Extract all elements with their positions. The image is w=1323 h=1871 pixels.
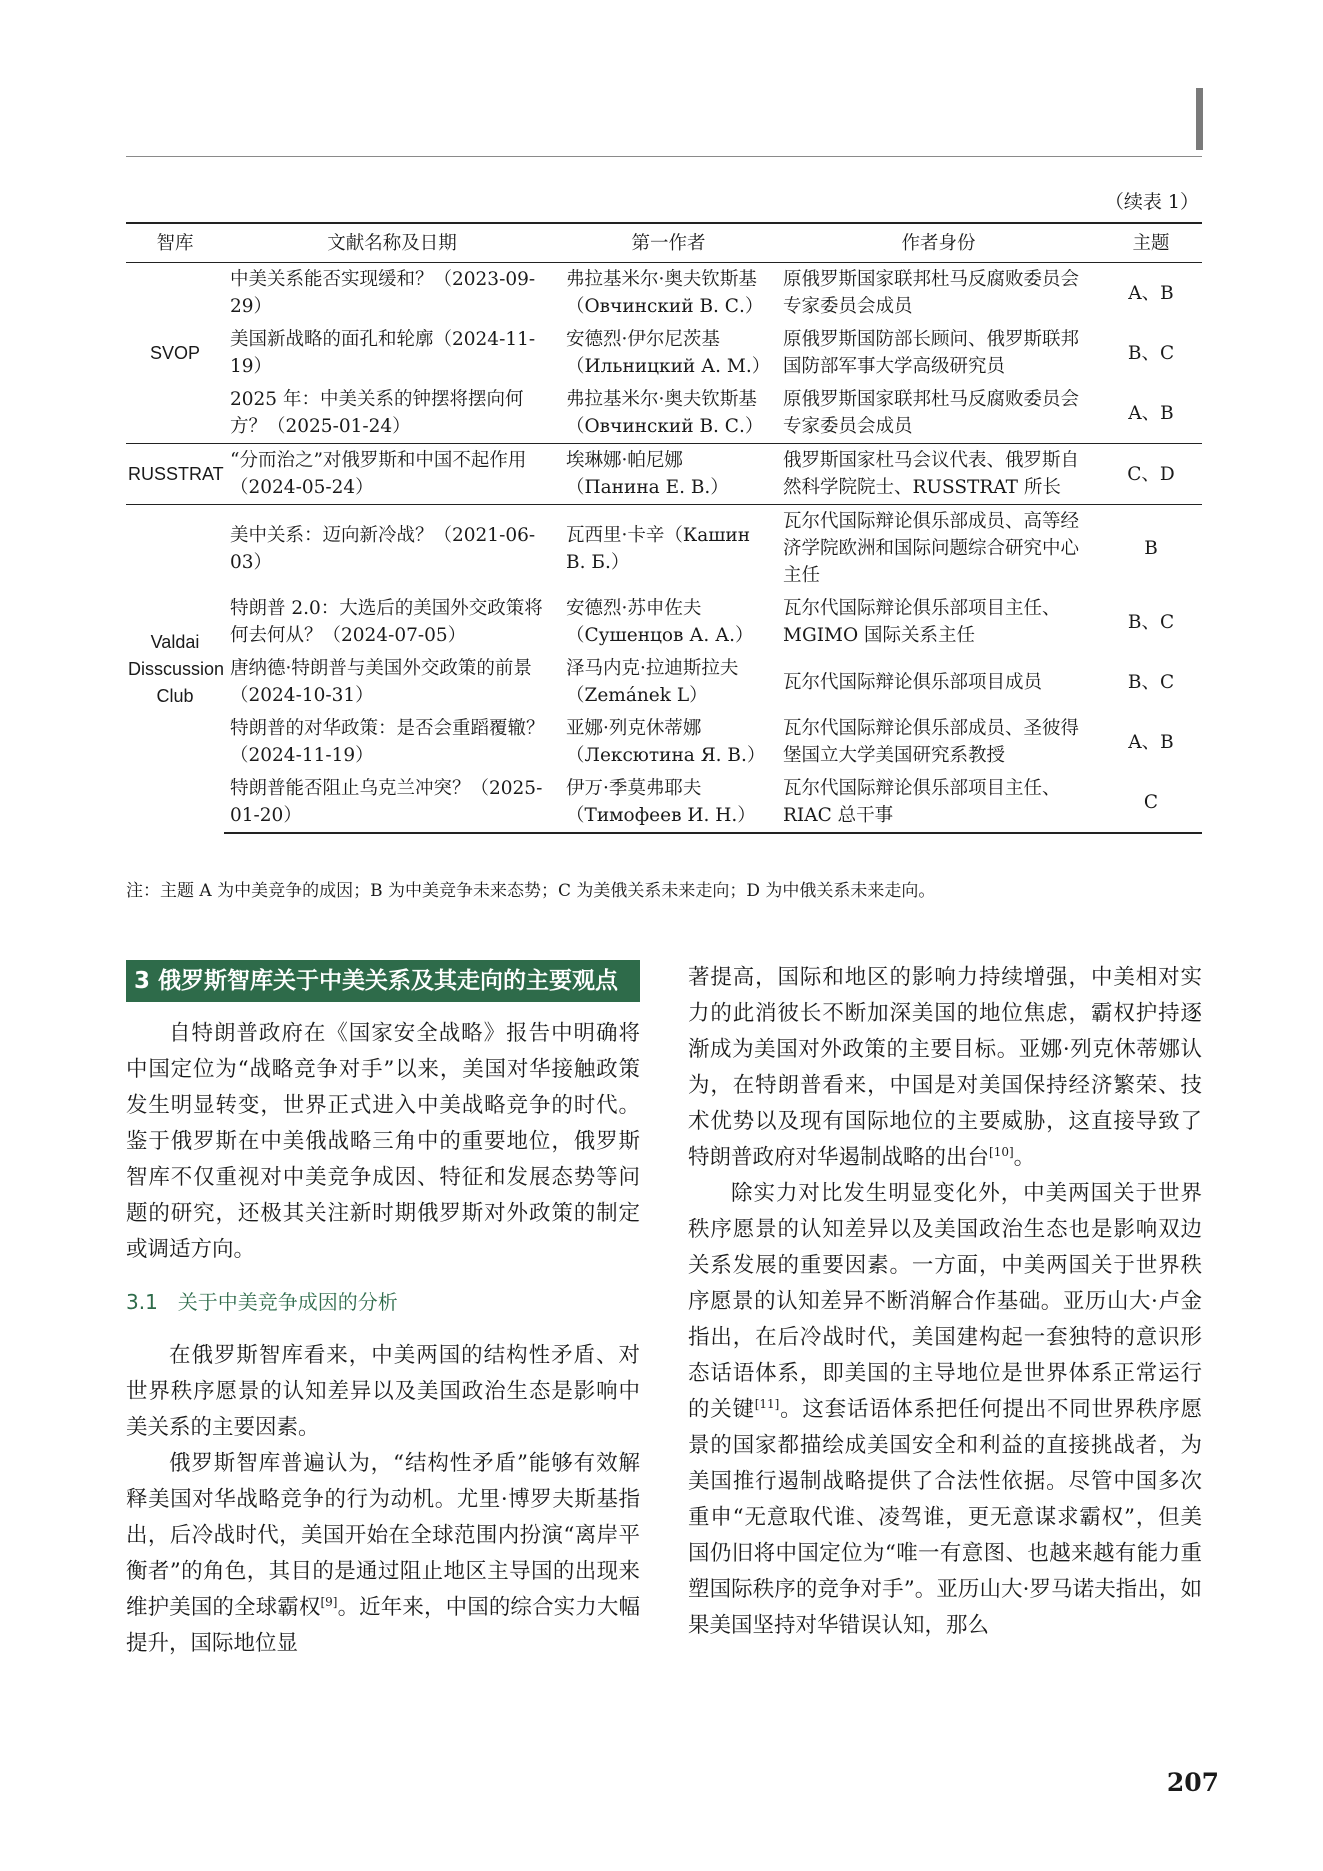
tank-cell: SVOP [149,342,201,363]
paragraph [688,960,1202,1176]
topic-cell: C、D [1100,444,1202,505]
title-cell: 美国新战略的面孔和轮廓（2024-11-19） [230,329,536,377]
intro-paragraph: 自特朗普政府在《国家安全战略》报告中明确将中国定位为“战略竞争对手”以来，美国对华接触政策发生明显转变，世界正式进入中美战略竞争的时代。鉴于俄罗斯在中美俄战略三角中的重要地位，俄罗斯智库不仅重视对中美竞争成因、特征和发展态势等问题的研究，还极其关注新时期俄罗斯对外政策的制定或调适方向。 [126,1021,640,1262]
paragraph-text: 。这套话语体系把任何提出不同世界秩序愿景的国家都描绘成美国安全和利益的直接挑战者，为美国推行遏制战略提供了合法性依据。尽管中国多次重申“无意取代谁、凌驾谁，更无意谋求霸权”，但美国仍旧将中国定位为“唯一有意图、也越来越有能力重塑国际秩序的竞争对手”。亚历山大·罗马诺夫指出，如果美国坚持对华错误认知，那么 [688,1397,1202,1638]
subsection-heading: 3.1 关于中美竞争成因的分析 [126,1290,398,1314]
think-tank-table [126,222,1202,834]
table-row [126,505,1202,593]
header-topic: 主题 [1100,223,1202,263]
header-rule [126,156,1202,157]
author-cell: 弗拉基米尔·奥夫钦斯基（Овчинский В. С.） [566,389,764,437]
table-row [126,772,1202,833]
table-row [126,383,1202,444]
paragraph [688,1176,1202,1644]
right-column [688,960,1202,1644]
section-heading: 3 俄罗斯智库关于中美关系及其走向的主要观点 [126,960,640,1002]
header-accent-bar [1196,88,1203,150]
title-cell: 中美关系能否实现缓和？（2023-09-29） [230,269,536,317]
topic-cell: A、B [1128,402,1174,424]
table-row [126,652,1202,712]
paragraph-text: 俄罗斯智库普遍认为，“结构性矛盾”能够有效解释美国对华战略竞争的行为动机。尤里·博罗夫斯基指出，后冷战时代，美国开始在全球范围内扮演“离岸平衡者”的角色，其目的是通过阻止地区主导国的出现来维护美国的全球霸权 [126,1451,640,1620]
title-cell: 2025 年：中美关系的钟摆将摆向何方？（2025-01-24） [230,389,524,437]
title-cell: 特朗普能否阻止乌克兰冲突？（2025-01-20） [224,772,560,833]
table-continued-label: （续表 1） [1104,191,1199,213]
title-cell: 唐纳德·特朗普与美国外交政策的前景（2024-10-31） [230,658,532,706]
identity-cell: 瓦尔代国际辩论俱乐部项目成员 [783,671,1043,693]
topic-cell: B、C [1127,342,1175,364]
author-cell: 伊万·季莫弗耶夫（Тимофеев И. Н.） [560,772,777,833]
table-note: 注：主题 A 为中美竞争的成因；B 为中美竞争未来态势；C 为美俄关系未来走向；D 为中俄关系未来走向。 [126,881,936,901]
topic-cell: A、B [1128,282,1174,304]
identity-cell: 原俄罗斯国防部长顾问、俄罗斯联邦国防部军事大学高级研究员 [783,329,1080,377]
header-author: 第一作者 [560,223,777,263]
header-tank: 智库 [126,223,224,263]
tank-cell: RUSSTRAT [126,444,224,505]
author-cell: 亚娜·列克休蒂娜（Лексютина Я. В.） [566,718,766,766]
topic-cell: C [1100,772,1202,833]
identity-cell: 瓦尔代国际辩论俱乐部项目主任、MGIMO 国际关系主任 [783,598,1061,646]
table-row [126,444,1202,505]
topic-cell: B、C [1127,671,1175,693]
identity-cell: 俄罗斯国家杜马会议代表、俄罗斯自然科学院院士、RUSSTRAT 所长 [777,444,1100,505]
author-cell: 弗拉基米尔·奥夫钦斯基（Овчинский В. С.） [566,269,764,317]
header-identity: 作者身份 [777,223,1100,263]
tank-cell: Valdai Disscussion Club [126,505,224,834]
topic-cell: B [1100,505,1202,593]
citation: [11] [754,1396,780,1411]
paragraph [126,1446,640,1662]
title-cell: 特朗普 2.0：大选后的美国外交政策将何去何从？（2024-07-05） [230,598,543,646]
author-cell: 安德烈·伊尔尼茨基（Ильницкий А. М.） [566,329,771,377]
paragraph-text: 除实力对比发生明显变化外，中美两国关于世界秩序愿景的认知差异以及美国政治生态也是影响双边关系发展的重要因素。一方面，中美两国关于世界秩序愿景的认知差异不断消解合作基础。亚历山大·卢金指出，在后冷战时代，美国建构起一套独特的意识形态话语体系，即美国的主导地位是世界体系正常运行的关键 [688,1181,1202,1422]
table-header-row [126,223,1202,263]
citation: [9] [320,1594,338,1609]
title-cell: 美中关系：迈向新冷战？（2021-06-03） [224,505,560,593]
identity-cell: 瓦尔代国际辩论俱乐部成员、高等经济学院欧洲和国际问题综合研究中心主任 [777,505,1100,593]
header-title: 文献名称及日期 [224,223,560,263]
identity-cell: 原俄罗斯国家联邦杜马反腐败委员会专家委员会成员 [783,389,1080,437]
citation: [10] [989,1144,1014,1159]
identity-cell: 瓦尔代国际辩论俱乐部项目主任、RIAC 总干事 [777,772,1100,833]
identity-cell: 原俄罗斯国家联邦杜马反腐败委员会专家委员会成员 [783,269,1080,317]
paragraph-text: 。 [1013,1145,1036,1170]
table-row [126,323,1202,383]
title-cell: “分而治之”对俄罗斯和中国不起作用（2024-05-24） [224,444,560,505]
table-row [126,592,1202,652]
table-row [126,263,1202,324]
identity-cell: 瓦尔代国际辩论俱乐部成员、圣彼得堡国立大学美国研究系教授 [783,718,1080,766]
topic-cell: B、C [1127,611,1175,633]
paragraph-text: 著提高，国际和地区的影响力持续增强，中美相对实力的此消彼长不断加深美国的地位焦虑，霸权护持逐渐成为美国对外政策的主要目标。亚娜·列克休蒂娜认为，在特朗普看来，中国是对美国保持经济繁荣、技术优势以及现有国际地位的主要威胁，这直接导致了特朗普政府对华遏制战略的出台 [688,965,1202,1170]
author-cell: 泽马内克·拉迪斯拉夫（Zemánek L） [566,658,739,706]
paragraph: 在俄罗斯智库看来，中美两国的结构性矛盾、对世界秩序愿景的认知差异以及美国政治生态是影响中美关系的主要因素。 [126,1343,640,1440]
paragraph-text: 。近年来，中国的综合实力大幅提升，国际地位显 [126,1595,640,1656]
title-cell: 特朗普的对华政策：是否会重蹈覆辙？（2024-11-19） [230,718,545,766]
page-number: 207 [1166,1768,1219,1797]
left-column [126,960,640,1662]
author-cell: 埃琳娜·帕尼娜（Панина Е. В.） [560,444,777,505]
topic-cell: A、B [1128,731,1174,753]
author-cell: 安德烈·苏申佐夫（Сушенцов А. А.） [566,598,754,646]
author-cell: 瓦西里·卡辛（Кашин В. Б.） [560,505,777,593]
table-row [126,712,1202,772]
